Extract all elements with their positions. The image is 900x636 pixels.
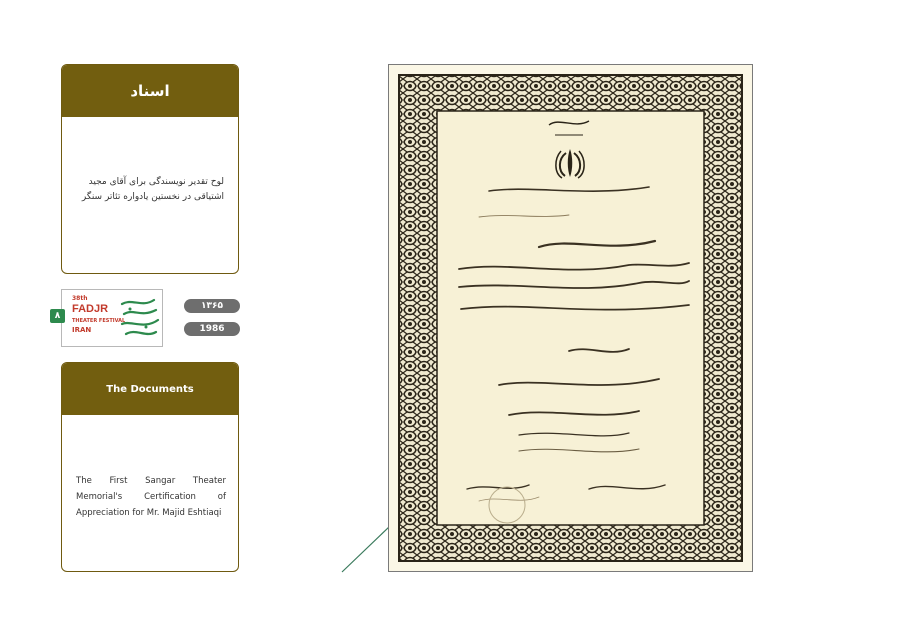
connector-line [340, 524, 392, 574]
card-title-english: The Documents [62, 363, 238, 415]
festival-edition: 38th [72, 295, 88, 302]
certificate-artwork [389, 65, 752, 571]
year-badge-gregorian: 1986 [184, 322, 240, 336]
festival-number-badge: ۸ [50, 309, 65, 323]
festival-name: FADJR [72, 303, 109, 315]
card-title-persian: اسناد [62, 65, 238, 117]
festival-subtitle: THEATER FESTIVAL [72, 318, 126, 324]
festival-country: IRAN [72, 326, 92, 334]
year-badge-persian: ۱۳۶۵ [184, 299, 240, 313]
card-caption-persian: لوح تقدیر نویسندگی برای آقای مجید اشتیاقی در نخستین یادواره تئاتر سنگر [81, 177, 224, 202]
documents-card-english [61, 362, 239, 572]
festival-calligraphy-logo [118, 294, 162, 344]
documents-card-persian [61, 64, 239, 274]
certificate-image [388, 64, 753, 572]
card-caption-english: The First Sangar Theater Memorial's Certification of Appreciation for Mr. Majid Eshtiaqi [76, 476, 226, 518]
